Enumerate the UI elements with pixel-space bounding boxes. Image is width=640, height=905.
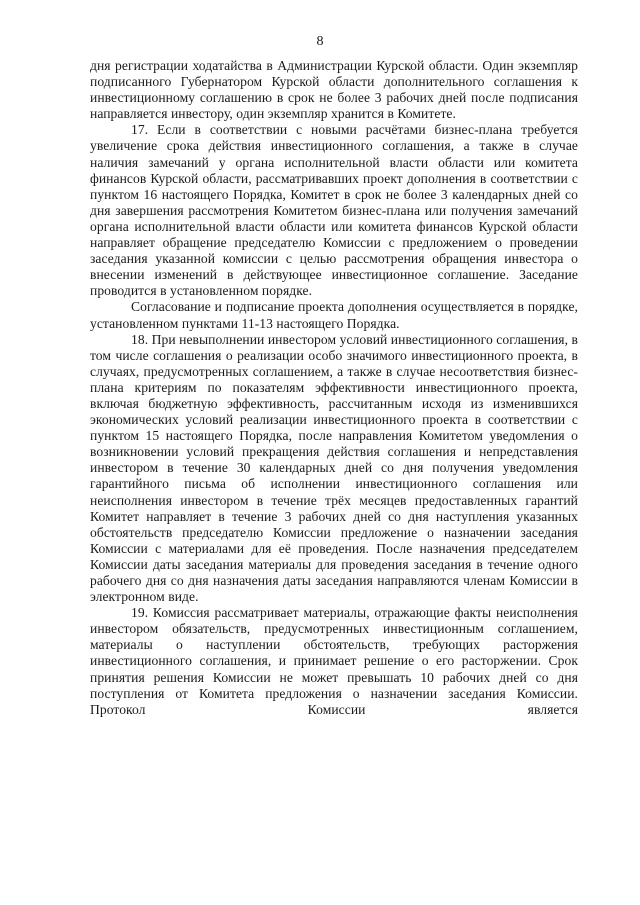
page-number: 8: [316, 34, 324, 49]
paragraph-approval: Согласование и подписание проекта дополнения осуществляется в порядке, установленном пунктами 11-13 настоящего Порядка.: [90, 299, 578, 331]
paragraph-continuation: дня регистрации ходатайства в Администрации Курской области. Один экземпляр подписанного Губернатором Курской области дополнительного соглашения к инвестиционному соглашению в срок не более 3 рабочих дней после подписания направляется инвестору, один экземпляр хранится в Комитете.: [90, 58, 578, 122]
paragraph-item-19: 19. Комиссия рассматривает материалы, отражающие факты неисполнения инвестором обязательств, предусмотренных инвестиционным соглашением, материалы о наступлении обстоятельств, требующих расторжения инвестиционного соглашения, и принимает решение о его расторжении. Срок принятия решения Комиссии не может превышать 10 рабочих дней со дня поступления от Комитета предложения о назначении заседания Комиссии. Протокол Комиссии является: [90, 605, 578, 717]
paragraph-item-18: 18. При невыполнении инвестором условий инвестиционного соглашения, в том числе соглашения о реализации особо значимого инвестиционного проекта, в случаях, предусмотренных соглашением, а также в случае несоответствия бизнес-плана критериям по показателям эффективности инвестиционного проекта, включая бюджетную эффективность, рассчитанным исходя из изменившихся экономических условий реализации инвестиционного проекта в соответствии с пунктом 15 настоящего Порядка, после направления Комитетом уведомления о возникновении условий прекращения действия соглашения и непредставления инвестором в течение 30 календарных дней со дня получения уведомления гарантийного письма об исполнении инвестиционного соглашения или неисполнения инвестором в течение трёх месяцев предоставленных гарантий Комитет направляет в течение 3 рабочих дней со дня наступления указанных обстоятельств председателю Комиссии предложение о назначении заседания Комиссии с материалами для её проведения. После назначения председателем Комиссии даты заседания материалы для проведения заседания в течение одного рабочего дня со дня назначения даты заседания направляются членам Комиссии в электронном виде.: [90, 331, 578, 605]
paragraph-item-17: 17. Если в соответствии с новыми расчётами бизнес-плана требуется увеличение срока действия инвестиционного соглашения, а также в случае наличия замечаний у органа исполнительной власти области или комитета финансов Курской области, рассматривавших проект дополнения в соответствии с пунктом 16 настоящего Порядка, Комитет в срок не более 3 календарных дней со дня завершения рассмотрения Комитетом бизнес-плана или получения замечаний органа исполнительной власти области или комитета финансов Курской области направляет обращение председателю Комиссии с предложением о проведении заседания указанной комиссии с целью рассмотрения обращения инвестора о внесении изменений в действующее инвестиционное соглашение. Заседание проводится в установленном порядке.: [90, 122, 578, 299]
document-body: [90, 58, 578, 718]
